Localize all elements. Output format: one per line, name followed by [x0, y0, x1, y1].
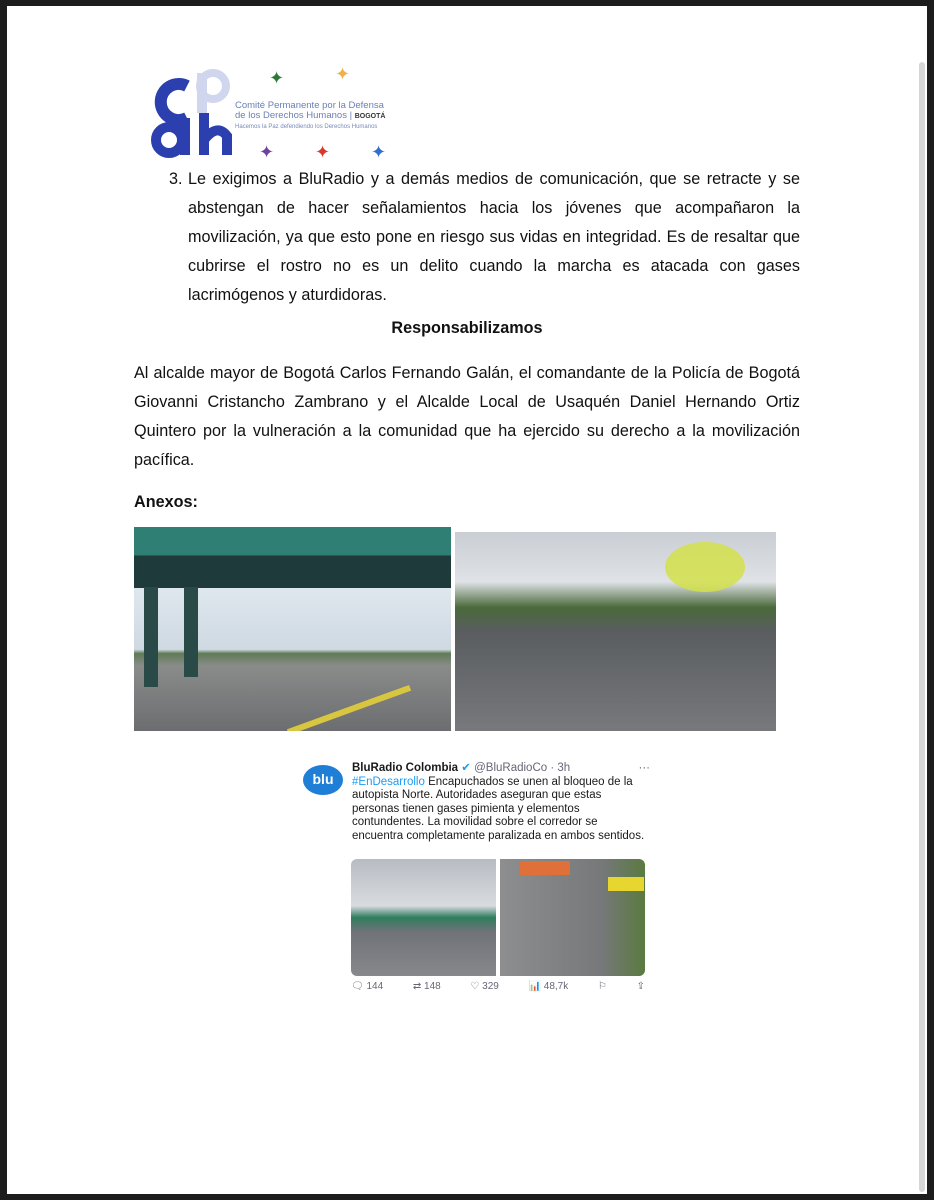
logo-line2: de los Derechos Humanos | — [235, 110, 353, 121]
logo-line1: Comité Permanente por la Defensa — [235, 100, 384, 111]
dove-orange-icon: ✦ — [335, 64, 351, 84]
tweet-photo-left — [351, 859, 496, 976]
logo-tagline: Hacemos la Paz defendiendo los Derechos Humanos — [235, 124, 378, 130]
tweet-hashtag: #EnDesarrollo — [352, 775, 425, 788]
views-count: 📊 48,7k — [528, 981, 569, 992]
tweet-author: BluRadio Colombia — [352, 762, 459, 774]
tweet-images — [351, 859, 645, 976]
bluradio-avatar: blu — [303, 765, 343, 795]
tweet-text: Encapuchados se unen al bloqueo de la autopista Norte. Autoridades aseguran que estas personas tienen gases pimienta y elementos contundentes. La movilidad sobre el corredor se encuentra completamente paralizada en ambos sentidos. — [352, 775, 645, 842]
logo-city: BOGOTÁ — [354, 113, 386, 120]
section-heading: Responsabilizamos — [391, 319, 543, 337]
tweet-photo-right — [500, 859, 645, 976]
share-icon[interactable]: ⇪ — [636, 981, 645, 992]
dove-blue-icon: ✦ — [371, 142, 387, 162]
tweet-screenshot — [299, 759, 655, 999]
annex-heading: Anexos: — [134, 493, 198, 511]
like-button[interactable]: ♡ 329 — [470, 981, 499, 992]
retweet-button[interactable]: ⇄ 148 — [412, 981, 441, 992]
dove-red-icon: ✦ — [315, 142, 331, 162]
more-icon: ··· — [638, 762, 650, 774]
cpdh-logo — [147, 64, 417, 168]
dove-purple-icon: ✦ — [259, 142, 275, 162]
list-number: 3. — [169, 170, 183, 188]
list-item-3: Le exigimos a BluRadio y a demás medios de comunicación, que se retracte y se abstengan de hacer señalamientos hacia los jóvenes que acompañaron la movilización, ya que esto pone en riesgo sus vidas en integridad. Es de resaltar que cubrirse el rostro no es un delito cuando la marcha es atacada con gases lacrimógenos y aturdidoras. — [188, 170, 800, 304]
bookmark-icon[interactable]: ⚐ — [597, 981, 607, 992]
annex-photo-smoke — [455, 532, 776, 731]
document-page — [7, 6, 927, 1194]
cpdh-mark-icon — [147, 68, 237, 163]
scrollbar[interactable] — [919, 62, 925, 1192]
verified-icon: ✔ — [461, 762, 471, 774]
reply-button[interactable]: 🗨 144 — [351, 981, 384, 992]
tweet-handle: @BluRadioCo · 3h — [474, 762, 571, 774]
responsibility-paragraph: Al alcalde mayor de Bogotá Carlos Fernando Galán, el comandante de la Policía de Bogotá Giovanni Cristancho Zambrano y el Alcalde Local de Usaquén Daniel Hernando Ortiz Quintero por la vulneración a la comunidad que ha ejercido su derecho a la movilización pacífica. — [134, 364, 800, 469]
dove-green-icon: ✦ — [269, 68, 285, 88]
annex-photo-bridge — [134, 527, 451, 731]
